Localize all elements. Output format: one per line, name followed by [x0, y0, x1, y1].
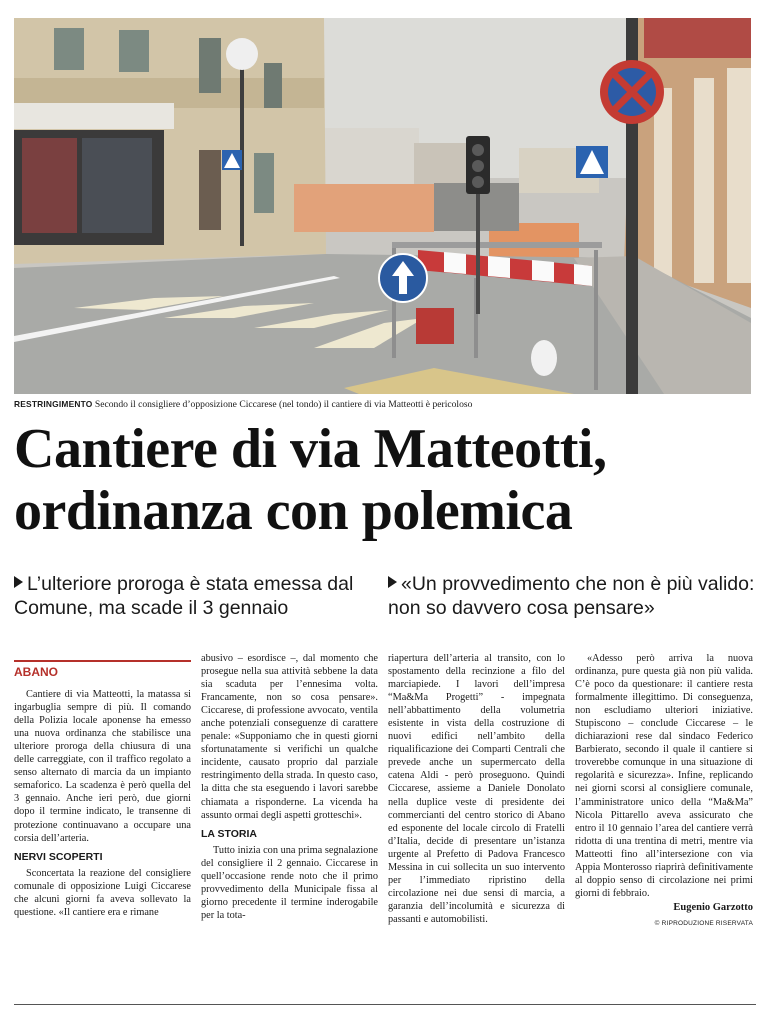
- caption-kicker: RESTRINGIMENTO: [14, 399, 93, 409]
- section-heading: LA STORIA: [201, 827, 258, 840]
- photo-caption: [14, 398, 754, 411]
- article-column-4: [575, 652, 753, 930]
- bottom-rule: [14, 1004, 756, 1005]
- subhead-left-text: L’ulteriore proroga è stata emessa dal Comune, ma scade il 3 gennaio: [14, 573, 354, 619]
- paragraph: abusivo – esordisce –, dal momento che prosegue nella sua attività sebbene la data sia scaduta per l’ennesima volta. Francamente, non so cosa pensare». Ciccarese, di professione avvocato, ventila anche potenziali conseguenze di carattere penale: «Supponiamo che in questi giorni sfortunatamente si verifichi un qualche incidente, causato proprio dal parziale restringimento della strada. In questo caso, la ditta che sta eseguendo i lavori sarebbe chiamata a risponderne. La vicenda ha assunto ormai degli aspetti grotteschi».: [201, 653, 378, 821]
- copyright-notice: © RIPRODUZIONE RISERVATA: [654, 919, 753, 927]
- paragraph: Sconcertata la reazione del consigliere comunale di opposizione Luigi Ciccarese che alcuni giorni fa aveva sollevato la questione. «Il cantiere era e rimane: [14, 867, 191, 918]
- paragraph: Cantiere di via Matteotti, la matassa si ingarbuglia sempre di più. Il comando della Polizia locale aponense ha emesso una nuova ordinanza che stabilisce una ulteriore proroga della chiusura di una delle carreggiate, con il traffico regolato a senso alternato di marcia da un impianto semaforico. La scadenza è però quella del 3 gennaio. Anche ieri però, due giorni dopo il termine indicato, le transenne di protezione continuavano a occupare una corsia dell’arteria.: [14, 689, 191, 844]
- headline: [14, 418, 759, 542]
- subhead-right-text: «Un provvedimento che non è più valido: non so davvero cosa pensare»: [388, 573, 755, 619]
- triangle-bullet-icon: [388, 576, 397, 588]
- headline-line-2: ordinanza con polemica: [14, 480, 573, 542]
- headline-line-1: Cantiere di via Matteotti,: [14, 418, 607, 480]
- paragraph: riapertura dell’arteria al transito, con lo spostamento della recinzione a filo del marciapiede. I lavori dell’impresa “Ma&Ma Progetti” - impegnata nell’abbattimento della volumetria esistente in vista della costruzione di nuovi edifici nell’ambito della riqualificazione dei Comparti Centrali che prevede anche un supermercato della catena Aldi - però proseguono. Quindi Ciccarese, assieme a Daniele Donolato nella duplice veste di presidente dei commercianti del centro storico di Abano ed esponente del locale circolo di Fratelli d’Italia, decide di presentare un’istanza urgente al Prefetto di Padova Francesco Messina in cui sollecita un suo intervento per l’immediato ripristino della circolazione nei due sensi di marcia, a garanzia dell’incolumità e sicurezza di passanti e automobilisti.: [388, 653, 565, 925]
- author-byline: Eugenio Garzotto: [673, 901, 753, 913]
- paragraph: Tutto inizia con una prima segnalazione del consigliere il 2 gennaio. Ciccarese in quell’occasione rende noto che il primo provvedimento della Municipale fissa al giorno precedente il termine inderogabile per la tota-: [201, 844, 378, 921]
- location-label: ABANO: [14, 660, 191, 682]
- triangle-bullet-icon: [14, 576, 23, 588]
- article-column-3: [388, 652, 565, 926]
- subhead-right: [388, 572, 758, 620]
- article-column-2: [201, 652, 378, 922]
- subhead-left: [14, 572, 364, 620]
- article-photo: [14, 18, 751, 394]
- section-heading: NERVI SCOPERTI: [14, 850, 103, 863]
- paragraph: «Adesso però arriva la nuova ordinanza, pure questa già non più valida. C’è poco da questionare: il cantiere resta formalmente illegittimo. Di conseguenza, non escludiamo ulteriori iniziative. Stupiscono – conclude Ciccarese – le dichiarazioni rese dal sindaco Federico Barbierato, secondo il quale il cantiere si troverebbe comunque in una situazione di regolarità e sicurezza». Infine, replicando nei giorni scorsi al consigliere comunale, l’amministratore unico della “Ma&Ma” Nicola Pittarello aveva assicurato che entro il 10 gennaio l’area del cantiere verrà ridotta di una trentina di metri, mentre via Matteotti fino all’intersezione con via Appia Monterosso riaprirà definitivamente al doppio senso di circolazione nei primi giorni di febbraio.: [575, 653, 753, 899]
- street-scene-illustration: [14, 18, 751, 394]
- caption-text: Secondo il consigliere d’opposizione Ciccarese (nel tondo) il cantiere di via Matteotti è pericoloso: [94, 399, 473, 410]
- article-column-1: [14, 660, 191, 919]
